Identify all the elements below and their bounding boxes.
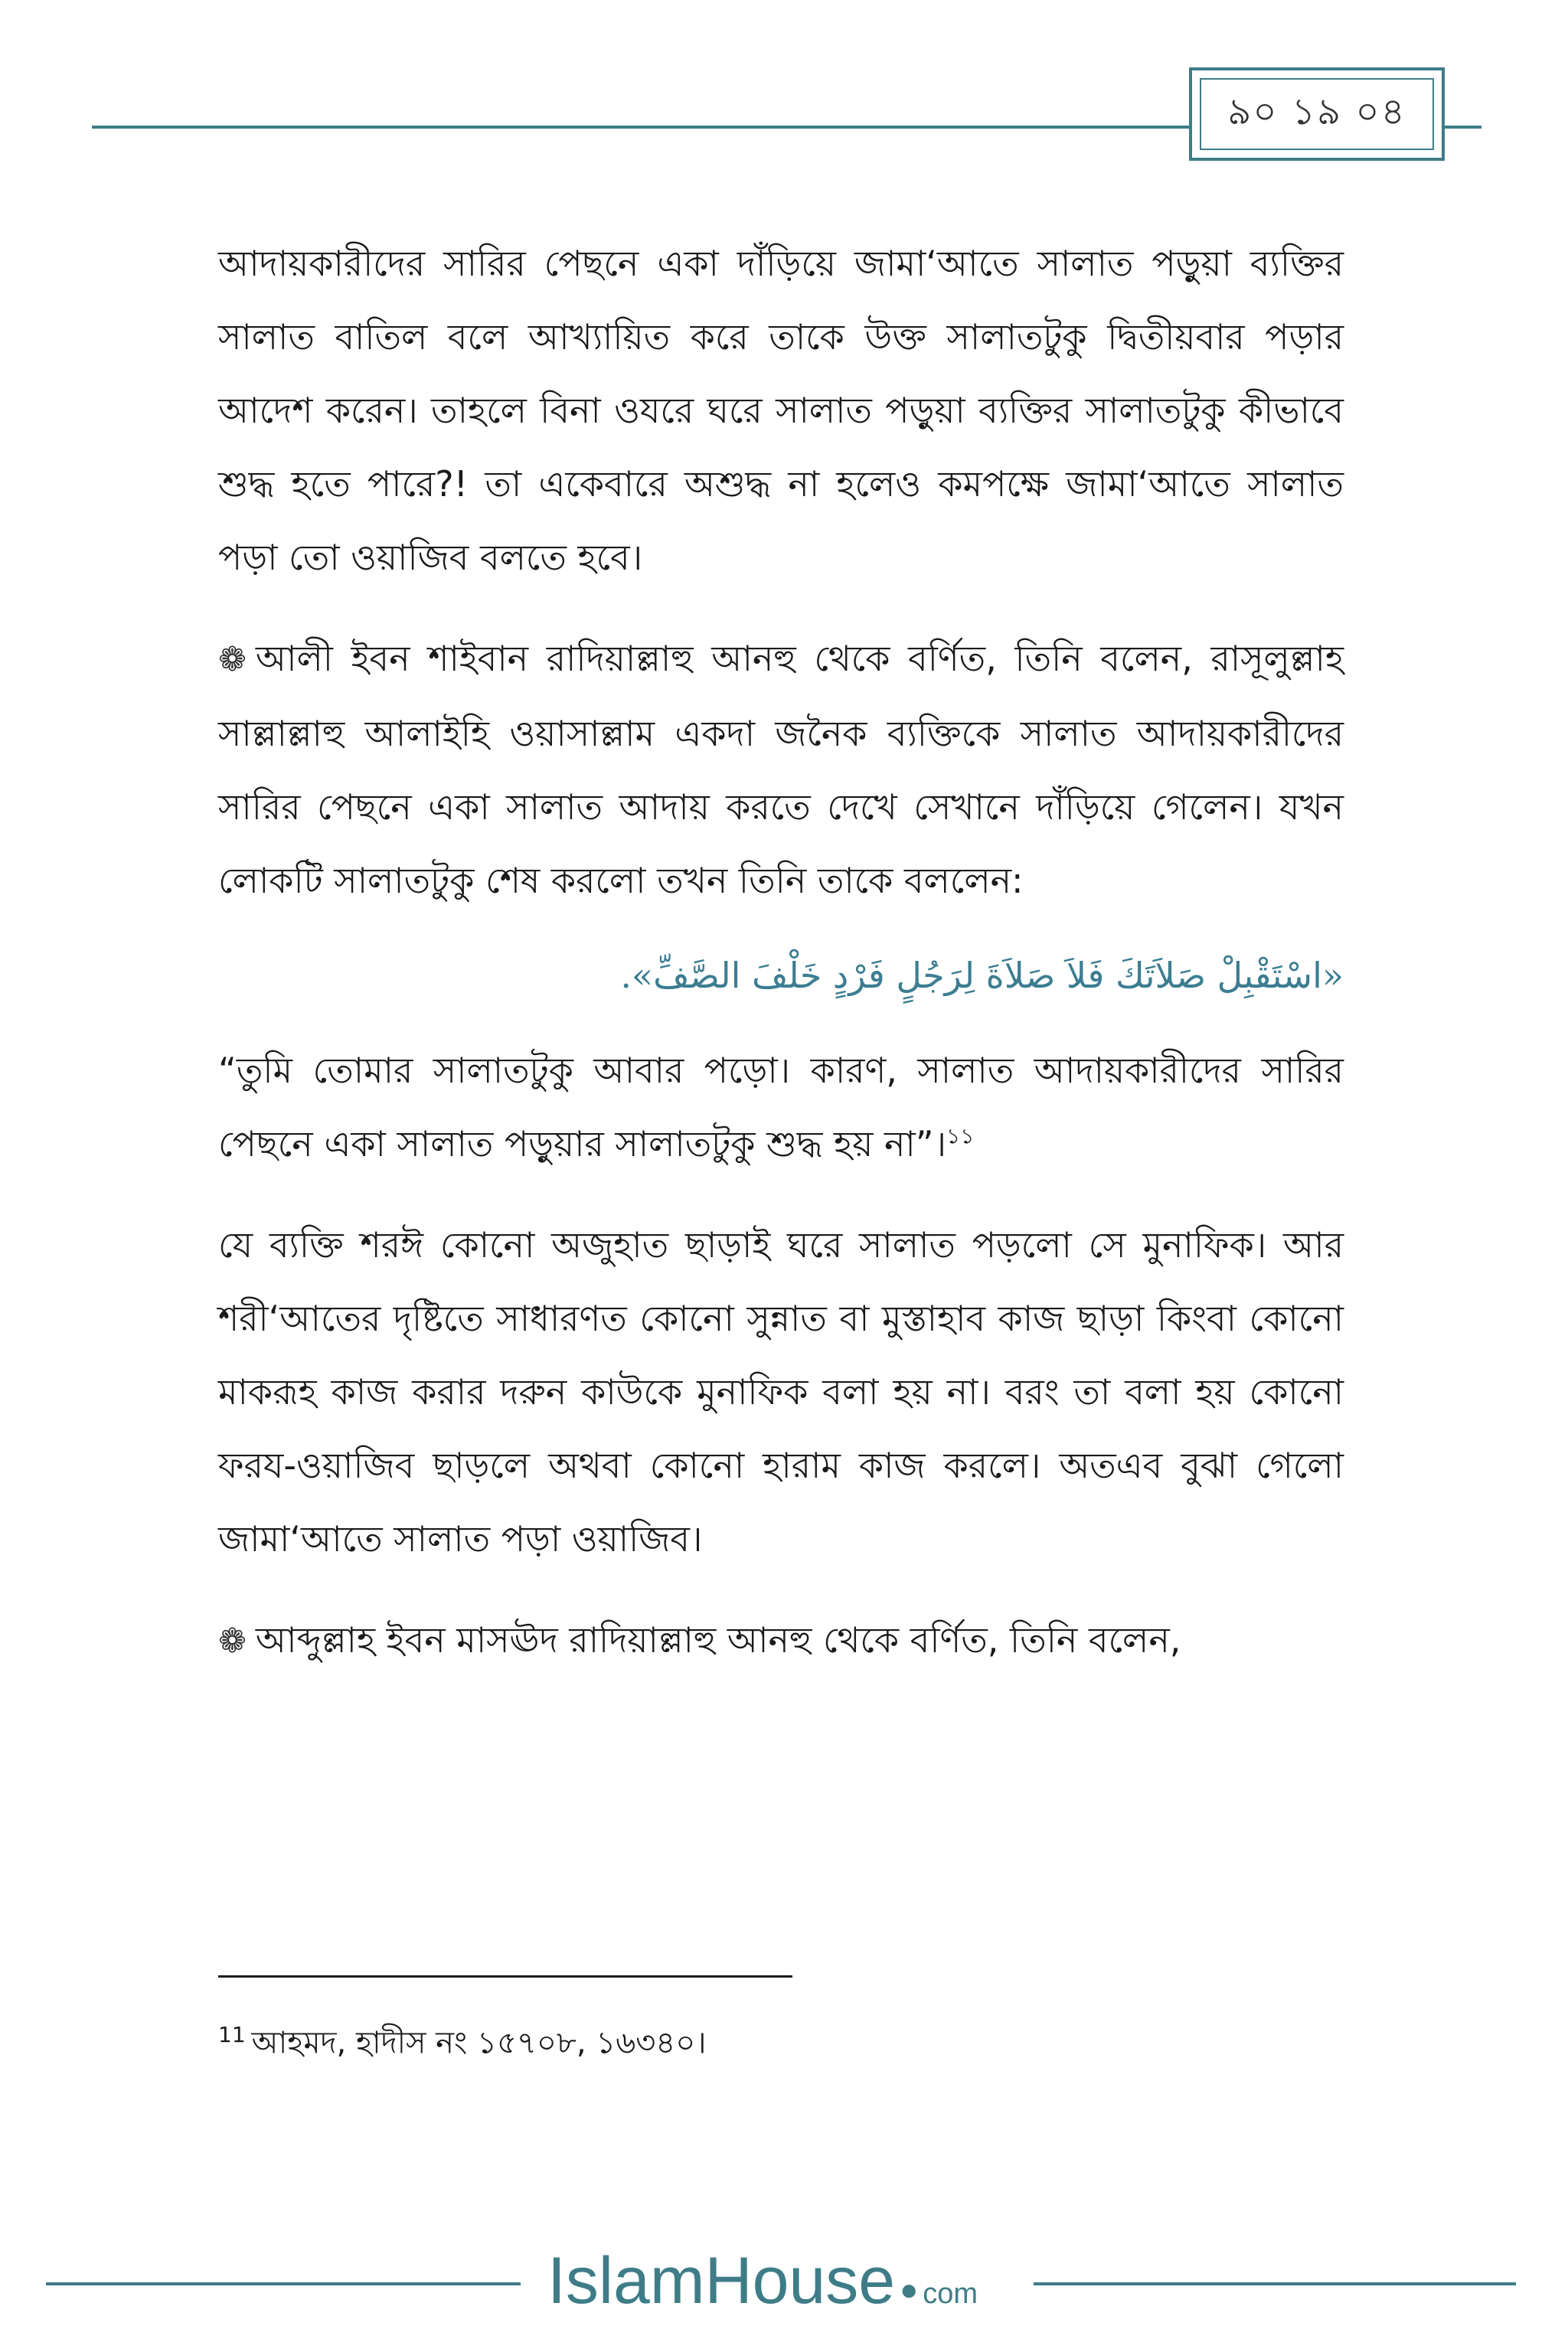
paragraph-4: যে ব্যক্তি শরঈ কোনো অজুহাত ছাড়াই ঘরে সালাত পড়লো সে মুনাফিক। আর শরী‘আতের দৃষ্টিতে সাধারণত কোনো সুন্নাত বা মুস্তাহাব কাজ ছাড়া কিংবা কোনো মাকরূহ কাজ করার দরুন কাউকে মুনাফিক বলা হয় না। বরং তা বলা হয় কোনো ফরয-ওয়াজিব ছাড়লে অথবা কোনো হারাম কাজ করলে। অতএব বুঝা গেলো জামা‘আতে সালাত পড়া ওয়াজিব। bbox=[218, 1224, 1344, 1560]
paragraph-2-text: আলী ইবন শাইবান রাদিয়াল্লাহু আনহু থেকে বর্ণিত, তিনি বলেন, রাসূলুল্লাহ সাল্লাল্লাহু আলাইহি ওয়াসাল্লাম একদা জনৈক ব্যক্তিকে সালাত আদায়কারীদের সারির পেছনে একা সালাত আদায় করতে দেখে সেখানে দাঁড়িয়ে গেলেন। যখন লোকটি সালাতটুকু শেষ করলো তখন তিনি তাকে বললেন: bbox=[218, 638, 1344, 901]
footnote-rule bbox=[218, 1975, 792, 1978]
footnote-text: আহমদ, হাদীস নং ১৫৭০৮, ১৬৩৪০। bbox=[251, 2025, 707, 2061]
paragraph-5-text: আব্দুল্লাহ ইবন মাসঊদ রাদিয়াল্লাহু আনহু থেকে বর্ণিত, তিনি বলেন, bbox=[255, 1619, 1181, 1661]
brand-name: IslamHouse bbox=[547, 2244, 896, 2318]
footnote bbox=[218, 2014, 707, 2064]
flower-icon: ❁ bbox=[218, 640, 247, 679]
main-text bbox=[218, 227, 1344, 1706]
page-number: ৯০ ১৯ ০৪ bbox=[1200, 78, 1434, 150]
footer-rule-right bbox=[1034, 2282, 1516, 2285]
footnote-number: 11 bbox=[218, 2022, 246, 2047]
dot-icon: ● bbox=[900, 2273, 919, 2307]
footer-rule-left bbox=[46, 2282, 521, 2285]
flower-icon: ❁ bbox=[218, 1622, 247, 1661]
page-number-box bbox=[1189, 67, 1445, 161]
paragraph-1: আদায়কারীদের সারির পেছনে একা দাঁড়িয়ে জামা‘আতে সালাত পড়ুয়া ব্যক্তির সালাত বাতিল বলে আখ্যায়িত করে তাকে উক্ত সালাতটুকু দ্বিতীয়বার পড়ার আদেশ করেন। তাহলে বিনা ওযরে ঘরে সালাত পড়ুয়া ব্যক্তির সালাতটুকু কীভাবে শুদ্ধ হতে পারে?! তা একেবারে অশুদ্ধ না হলেও কমপক্ষে জামা‘আতে সালাত পড়া তো ওয়াজিব বলতে হবে। bbox=[218, 243, 1344, 578]
arabic-quote: «اسْتَقْبِلْ صَلاَتَكَ فَلاَ صَلاَةَ لِرَجُلٍ فَرْدٍ خَلْفَ الصَّفِّ». bbox=[620, 955, 1344, 996]
paragraph-3 bbox=[218, 1034, 1344, 1181]
brand-logo[interactable] bbox=[547, 2243, 978, 2320]
brand-suffix: com bbox=[923, 2278, 978, 2310]
paragraph-3-text: “তুমি তোমার সালাতটুকু আবার পড়ো। কারণ, সালাত আদায়কারীদের সারির পেছনে একা সালাত পড়ুয়ার সালাতটুকু শুদ্ধ হয় না”। bbox=[218, 1050, 1344, 1165]
footnote-ref[interactable]: ১১ bbox=[946, 1123, 975, 1149]
paragraph-2 bbox=[218, 622, 1344, 917]
paragraph-5 bbox=[218, 1603, 1344, 1678]
